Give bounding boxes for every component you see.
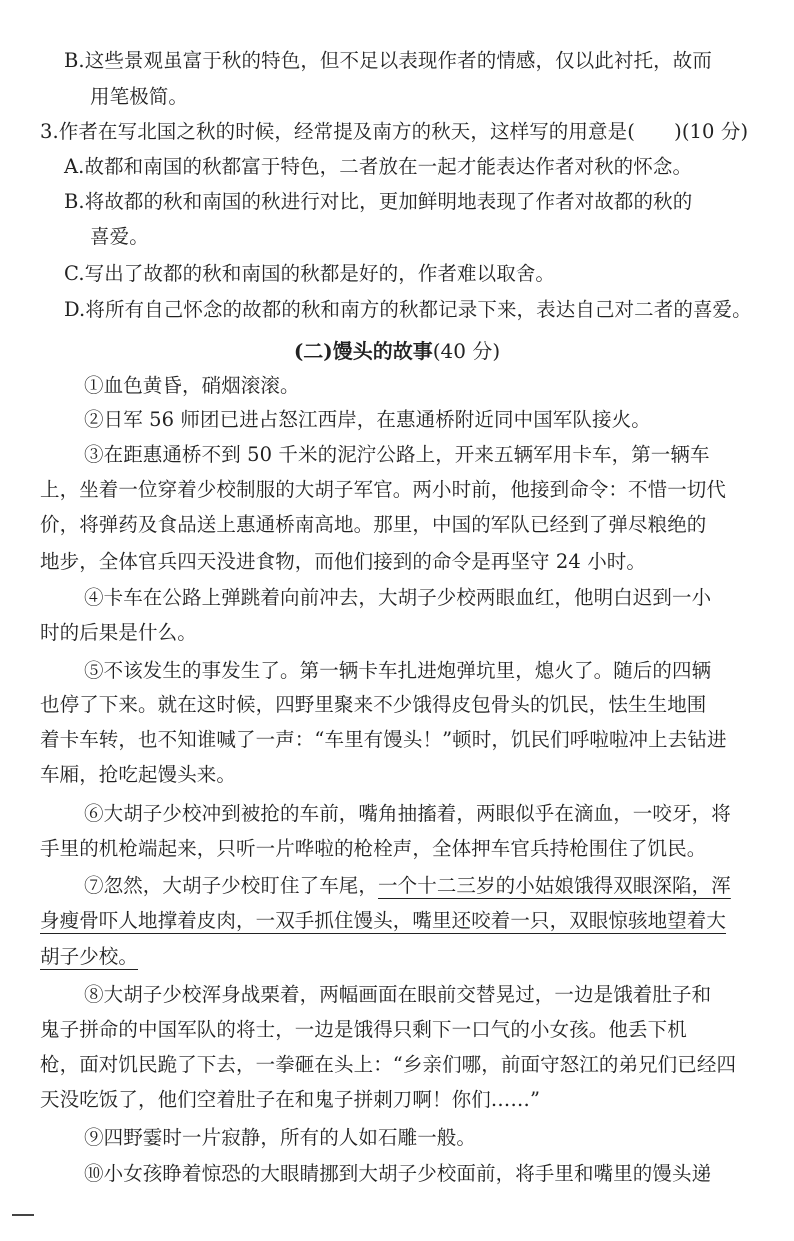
q2-option-b-line2: 用笔极简。: [90, 85, 189, 108]
section-score: (40 分): [432, 339, 501, 363]
paragraph-7-line1: [84, 871, 731, 901]
paragraph-7-underlined-start: 一个十二三岁的小姑娘饿得双眼深陷，浑: [378, 874, 731, 897]
paragraph-3-line4: 地步，全体官兵四天没进食物，而他们接到的命令是再坚守 24 小时。: [40, 550, 647, 573]
paragraph-4-line2: 时的后果是什么。: [40, 621, 197, 644]
paragraph-8-line1: ⑧大胡子少校浑身战栗着，两幅画面在眼前交替晃过，一边是饿着肚子和: [84, 983, 712, 1006]
q3-option-b-line2: 喜爱。: [90, 225, 149, 248]
paragraph-5-line3: 着卡车转，也不知谁喊了一声：“车里有馒头！”顿时，饥民们呼啦啦冲上去钻进: [40, 728, 727, 751]
q2-option-b-line1: B.这些景观虽富于秋的特色，但不足以表现作者的情感，仅以此衬托，故而: [64, 49, 712, 72]
paragraph-8-line4: 天没吃饭了，他们空着肚子在和鬼子拼刺刀啊！你们……”: [40, 1088, 541, 1111]
paragraph-1: ①血色黄昏，硝烟滚滚。: [84, 374, 300, 397]
paragraph-8-line2: 鬼子拼命的中国军队的将士，一边是饿得只剩下一口气的小女孩。他丢下机: [40, 1018, 687, 1041]
q3-option-c: C.写出了故都的秋和南国的秋都是好的，作者难以取舍。: [64, 262, 556, 285]
q3-option-a: A.故都和南国的秋都富于特色，二者放在一起才能表达作者对秋的怀念。: [64, 155, 693, 178]
paragraph-4-line1: ④卡车在公路上弹跳着向前冲去，大胡子少校两眼血红，他明白迟到一小: [84, 586, 712, 609]
paragraph-7-line2-underlined: 身瘦骨吓人地撑着皮肉，一双手抓住馒头，嘴里还咬着一只，双眼惊骇地望着大: [40, 909, 727, 932]
paragraph-5-line1: ⑤不该发生的事发生了。第一辆卡车扎进炮弹坑里，熄火了。随后的四辆: [84, 659, 712, 682]
paragraph-2: ②日军 56 师团已进占怒江西岸，在惠通桥附近同中国军队接火。: [84, 408, 651, 431]
section-title-text: (二)馒头的故事: [293, 339, 433, 363]
paragraph-6-line1: ⑥大胡子少校冲到被抢的车前，嘴角抽搐着，两眼似乎在滴血，一咬牙，将: [84, 802, 731, 825]
paragraph-7-line3-underlined: 胡子少校。: [40, 945, 139, 968]
page-footer-dash: [12, 1214, 34, 1216]
paragraph-5-line4: 车厢，抢吃起馒头来。: [40, 763, 237, 786]
paragraph-5-line2: 也停了下来。就在这时候，四野里聚来不少饿得皮包骨头的饥民，怯生生地围: [40, 693, 707, 716]
q3-stem: 3.作者在写北国之秋的时候，经常提及南方的秋天，这样写的用意是( )(10 分): [40, 120, 749, 143]
paragraph-10-line1: ⑩小女孩睁着惊恐的大眼睛挪到大胡子少校面前，将手里和嘴里的馒头递: [84, 1162, 712, 1185]
paragraph-8-line3: 枪，面对饥民跪了下去，一拳砸在头上：“乡亲们哪，前面守怒江的弟兄们已经四: [40, 1053, 737, 1076]
paragraph-7-line1-plain: ⑦忽然，大胡子少校盯住了车尾，: [84, 874, 379, 897]
q3-option-b-line1: B.将故都的秋和南国的秋进行对比，更加鲜明地表现了作者对故都的秋的: [64, 190, 693, 213]
paragraph-3-line2: 上，坐着一位穿着少校制服的大胡子军官。两小时前，他接到命令：不惜一切代: [40, 478, 727, 501]
paragraph-9: ⑨四野霎时一片寂静，所有的人如石雕一般。: [84, 1126, 477, 1149]
paragraph-3-line3: 价，将弹药及食品送上惠通桥南高地。那里，中国的军队已经到了弹尽粮绝的: [40, 513, 707, 536]
section-title: [0, 336, 794, 366]
q3-option-d: D.将所有自己怀念的故都的秋和南方的秋都记录下来，表达自己对二者的喜爱。: [64, 298, 752, 321]
paragraph-3-line1: ③在距惠通桥不到 50 千米的泥泞公路上，开来五辆军用卡车，第一辆车: [84, 443, 710, 466]
paragraph-6-line2: 手里的机枪端起来，只听一片哗啦的枪栓声，全体押车官兵持枪围住了饥民。: [40, 837, 707, 860]
